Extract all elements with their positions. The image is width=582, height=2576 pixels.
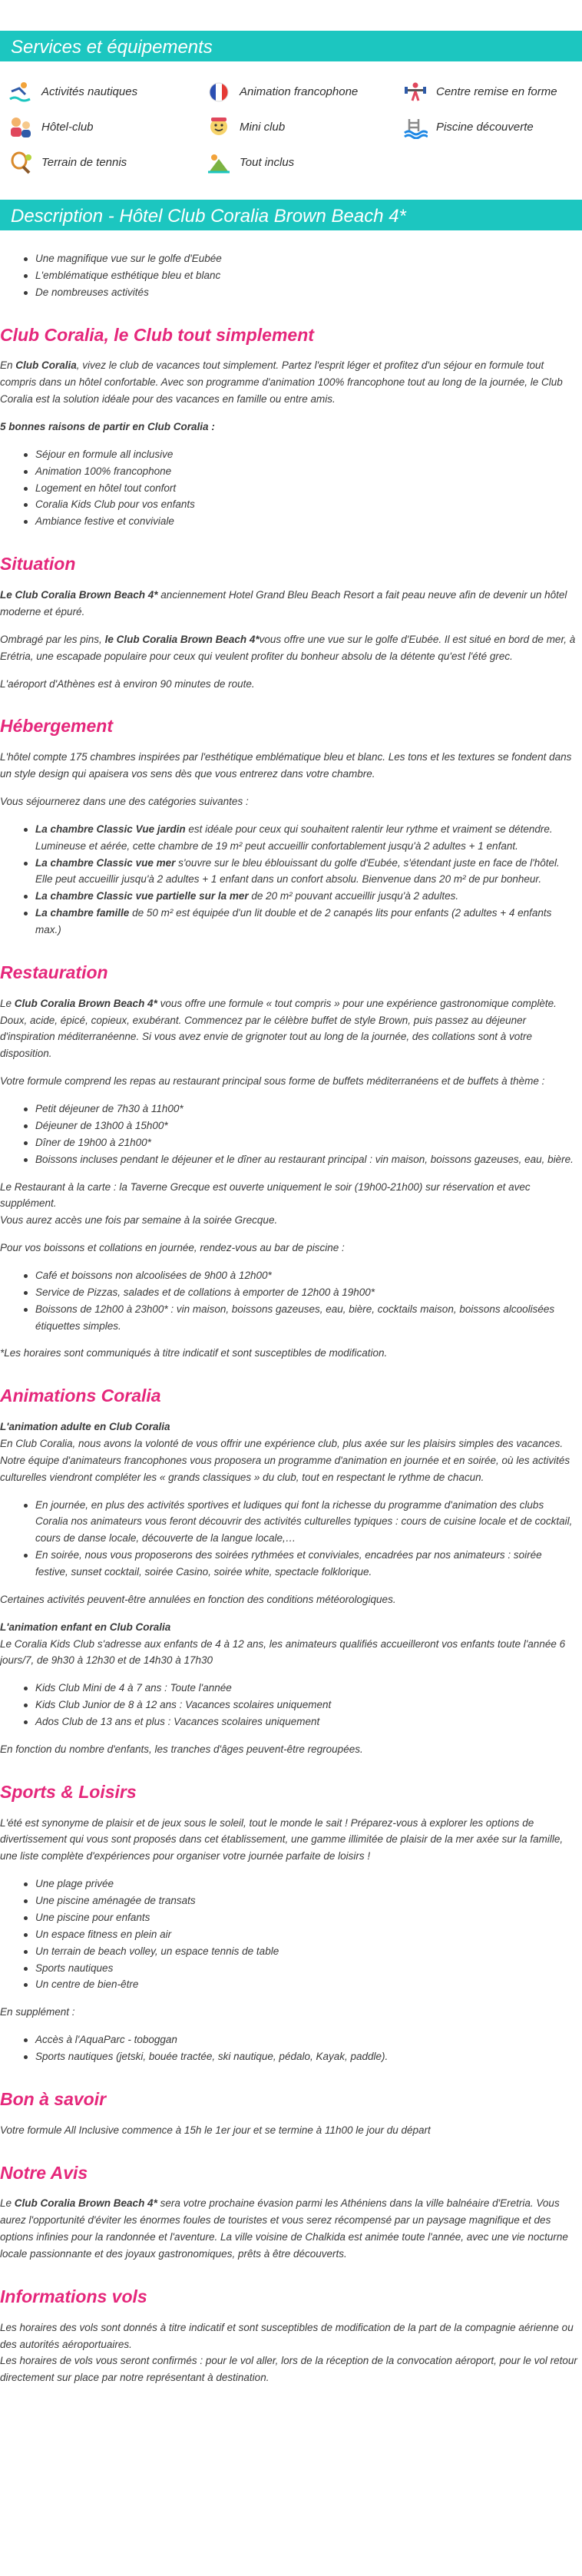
service-item (401, 114, 582, 141)
description-content (0, 230, 582, 2386)
list-item: La chambre Classic vue partielle sur la mer de 20 m² pouvant accueillir jusqu'à 2 adultes. (0, 888, 582, 905)
situation-paragraph: Ombragé par les pins, le Club Coralia Brown Beach 4*vous offre une vue sur le golfe d'Eubée. Il est situé en bord de mer, à Erétria, une escapade populaire pour ceux qui veulent profiter du bonheur absolu de la détente qu'est l'été grec. (0, 633, 576, 662)
adult-animation-note: Certaines activités peuvent-être annulées en fonction des conditions météorologiques. (0, 1593, 396, 1605)
adult-animation-list (0, 1497, 582, 1581)
list-item: Un terrain de beach volley, un espace tennis de table (0, 1943, 582, 1960)
intro-list (0, 241, 582, 301)
water-sports-icon (6, 79, 35, 105)
service-label: Tout inclus (240, 155, 295, 169)
gym-icon (401, 79, 430, 105)
services-grid (0, 61, 582, 187)
club-paragraph: En Club Coralia, vivez le club de vacances tout simplement. Partez l'esprit léger et profitez d'un séjour en formule tout compris dans un hôtel confortable. Avec son programme d'animation 100% francophone tout au long de la journée, le Club Coralia est la solution idéale pour des vacances en famille ou entre amis. (0, 359, 563, 406)
restauration-note: *Les horaires sont communiqués à titre indicatif et sont susceptibles de modification. (0, 1347, 388, 1359)
all-inclusive-icon (204, 150, 233, 176)
notre-avis-title: Notre Avis (0, 2162, 88, 2183)
list-item: De nombreuses activités (0, 284, 582, 301)
list-item: Boissons de 12h00 à 23h00* : vin maison, boissons gazeuses, eau, bière, cocktails maison, boissons alcoolisées étiquettes simples. (0, 1301, 582, 1335)
tennis-icon (6, 150, 35, 176)
club-title: Club Coralia, le Club tout simplement (0, 324, 314, 345)
service-item (6, 114, 204, 141)
service-label: Activités nautiques (41, 84, 138, 98)
bon-a-savoir-paragraph: Votre formule All Inclusive commence à 15h le 1er jour et se termine à 11h00 le jour du départ (0, 2124, 431, 2136)
list-item: Dîner de 19h00 à 21h00* (0, 1134, 582, 1151)
bar-list (0, 1267, 582, 1334)
vols-title: Informations vols (0, 2286, 147, 2306)
list-item: Kids Club Mini de 4 à 7 ans : Toute l'année (0, 1680, 582, 1697)
restauration-paragraph: Le Restaurant à la carte : la Taverne Grecque est ouverte uniquement le soir (19h00-21h00) sur réservation et avec supplément. (0, 1180, 531, 1210)
hebergement-paragraph: Vous séjournerez dans une des catégories suivantes : (0, 796, 249, 807)
pool-icon (401, 114, 430, 141)
service-item (6, 149, 204, 177)
list-item: Sports nautiques (0, 1960, 582, 1977)
list-item: La chambre Classic Vue jardin est idéale pour ceux qui souhaitent ralentir leur rythme et vraiment se détendre. Lumineuse et aérée, cette chambre de 19 m² peut accueillir confortablement jusqu'à 2 adultes + 1 enfant. (0, 821, 582, 855)
sports-supplement-list (0, 2031, 582, 2065)
french-flag-icon (204, 79, 233, 105)
restauration-paragraph: Pour vos boissons et collations en journée, rendez-vous au bar de piscine : (0, 1242, 345, 1254)
list-item: Service de Pizzas, salades et de collations à emporter de 12h00 à 19h00* (0, 1284, 582, 1301)
service-label: Mini club (240, 120, 286, 134)
situation-paragraph: Le Club Coralia Brown Beach 4* anciennement Hotel Grand Bleu Beach Resort a fait peau neuve afin de devenir un hôtel moderne et épuré. (0, 589, 567, 618)
rooms-list (0, 821, 582, 939)
description-header: Description - Hôtel Club Coralia Brown Beach 4* (0, 200, 582, 230)
list-item: Logement en hôtel tout confort (0, 480, 582, 497)
adult-animation-title: L'animation adulte en Club Coralia (0, 1421, 170, 1433)
list-item: Kids Club Junior de 8 à 12 ans : Vacances scolaires uniquement (0, 1697, 582, 1713)
kids-animation-list (0, 1680, 582, 1730)
sports-list (0, 1876, 582, 1993)
bon-a-savoir-title: Bon à savoir (0, 2088, 107, 2109)
service-item (204, 114, 401, 141)
list-item: Une magnifique vue sur le golfe d'Eubée (0, 250, 582, 267)
list-item: Un centre de bien-être (0, 1976, 582, 1993)
list-item: Séjour en formule all inclusive (0, 446, 582, 463)
list-item: Ambiance festive et conviviale (0, 513, 582, 530)
grid-spacer (401, 149, 582, 177)
list-item: Une plage privée (0, 1876, 582, 1892)
hebergement-paragraph: L'hôtel compte 175 chambres inspirées par l'esthétique emblématique bleu et blanc. Les tons et les textures se fondent dans un style design qui apaisera vos sens dès que vous entrerez dans votre chambre. (0, 751, 572, 780)
restauration-title: Restauration (0, 962, 108, 982)
service-label: Centre remise en forme (436, 84, 557, 98)
family-icon (6, 114, 35, 141)
services-header: Services et équipements (0, 31, 582, 61)
list-item: Petit déjeuner de 7h30 à 11h00* (0, 1101, 582, 1117)
service-label: Animation francophone (240, 84, 359, 98)
service-item (6, 78, 204, 106)
vols-paragraph: Les horaires de vols vous seront confirmés : pour le vol aller, lors de la réception de la convocation aéroport, pour le vol retour directement sur place par notre représentant à destination. (0, 2355, 577, 2384)
sports-title: Sports & Loisirs (0, 1781, 137, 1802)
service-label: Terrain de tennis (41, 155, 127, 169)
list-item: Un espace fitness en plein air (0, 1926, 582, 1943)
list-item: Une piscine aménagée de transats (0, 1892, 582, 1909)
list-item: Une piscine pour enfants (0, 1909, 582, 1926)
kids-animation-note: En fonction du nombre d'enfants, les tranches d'âges peuvent-être regroupées. (0, 1743, 363, 1755)
list-item: L'emblématique esthétique bleu et blanc (0, 267, 582, 284)
list-item: La chambre famille de 50 m² est équipée d'un lit double et de 2 canapés lits pour enfants (2 adultes + 4 enfants max.) (0, 905, 582, 939)
list-item: Accès à l'AquaParc - toboggan (0, 2031, 582, 2048)
restauration-paragraph: Le Club Coralia Brown Beach 4* vous offre une formule « tout compris » pour une expérience gastronomique complète. Doux, acide, épicé, copieux, exubérant. Commencez par le célèbre buffet de style Brown, puis passez au déjeuner d'inspiration méditerranéenne. Si vous avez envie de grignoter tout au long de la journée, des collations sont à votre disposition. (0, 997, 557, 1060)
list-item: Déjeuner de 13h00 à 15h00* (0, 1117, 582, 1134)
sports-supplement-title: En supplément : (0, 2006, 75, 2018)
notre-avis-paragraph: Le Club Coralia Brown Beach 4* sera votre prochaine évasion parmi les Athéniens dans la ville balnéaire d'Eretria. Vous aurez l'opportunité d'éviter les énormes foules de touristes et vous serez récompensé par un paysage magnifique et des options infinies pour la randonnée et l'aventure. La ville voisine de Chalkida est animée toute l'année, avec une vie nocturne locale passionnante et des joyaux gastronomiques, prêts à être découverts. (0, 2197, 568, 2260)
restauration-paragraph: Vous aurez accès une fois par semaine à la soirée Grecque. (0, 1214, 278, 1227)
kids-club-icon (204, 114, 233, 141)
adult-animation-paragraph: En Club Coralia, nous avons la volonté de vous offrir une expérience club, plus axée sur les plaisirs simples des vacances. Notre équipe d'animateurs francophones vous proposera un programme d'animation en journée et en soirée, où les activités culturelles viendront compléter les « grands classiques » du club, tout en respectant le rythme de chacun. (0, 1437, 570, 1483)
service-item (204, 78, 401, 106)
vols-paragraph: Les horaires des vols sont donnés à titre indicatif et sont susceptibles de modification de la part de la compagnie aérienne ou des autorités aéroportuaires. (0, 2321, 574, 2350)
list-item: Sports nautiques (jetski, bouée tractée, ski nautique, pédalo, Kayak, paddle). (0, 2048, 582, 2065)
service-item (401, 78, 582, 106)
list-item: Animation 100% francophone (0, 463, 582, 480)
kids-animation-title: L'animation enfant en Club Coralia (0, 1621, 171, 1633)
sports-paragraph: L'été est synonyme de plaisir et de jeux sous le soleil, tout le monde le sait ! Préparez-vous à explorer les options de divertissement qui vous sont proposés dans cet établissement, une gamme illimitée de plaisir de la mer axée sur la famille, une liste complète d'expériences pour organiser votre journée parfaite de loisirs ! (0, 1816, 564, 1862)
kids-animation-paragraph: Le Coralia Kids Club s'adresse aux enfants de 4 à 12 ans, les animateurs qualifiés accueilleront vos enfants toute l'année 6 jours/7, de 9h30 à 12h30 et de 14h30 à 17h30 (0, 1637, 566, 1667)
restauration-paragraph: Votre formule comprend les repas au restaurant principal sous forme de buffets méditerranéens et de buffets à thème : (0, 1075, 545, 1088)
list-item: Boissons incluses pendant le déjeuner et le dîner au restaurant principal : vin maison, boissons gazeuses, eau, bière. (0, 1151, 582, 1168)
situation-title: Situation (0, 554, 76, 574)
list-item: En soirée, nous vous proposerons des soirées rythmées et conviviales, encadrées par nos animateurs : soirée festive, sunset cocktail, soirée Casino, soirée white, spectacle folklorique. (0, 1547, 582, 1581)
list-item: En journée, en plus des activités sportives et ludiques qui font la richesse du programme d'animation des clubs Coralia nos animateurs vous feront découvrir des activités culturelles typiques : cours de cuisine locale et de cocktail, cours de danse locale, découverte de la langue locale,… (0, 1497, 582, 1548)
service-label: Piscine découverte (436, 120, 534, 134)
hebergement-title: Hébergement (0, 716, 113, 737)
meals-list (0, 1101, 582, 1167)
club-reasons-list (0, 446, 582, 530)
service-item (204, 149, 401, 177)
list-item: Ados Club de 13 ans et plus : Vacances scolaires uniquement (0, 1713, 582, 1730)
service-label: Hôtel-club (41, 120, 94, 134)
list-item: Café et boissons non alcoolisées de 9h00 à 12h00* (0, 1267, 582, 1284)
animations-title: Animations Coralia (0, 1386, 161, 1406)
club-reasons-title: 5 bonnes raisons de partir en Club Coralia : (0, 421, 215, 433)
list-item: La chambre Classic vue mer s'ouvre sur le bleu éblouissant du golfe d'Eubée, s'étendant juste en face de l'hôtel. Elle peut accueillir jusqu'à 2 adultes + 1 enfant dans un confort absolu. Bienvenue dans 20 m² de pur bonheur. (0, 855, 582, 889)
situation-paragraph: L'aéroport d'Athènes est à environ 90 minutes de route. (0, 677, 255, 690)
list-item: Coralia Kids Club pour vos enfants (0, 496, 582, 513)
